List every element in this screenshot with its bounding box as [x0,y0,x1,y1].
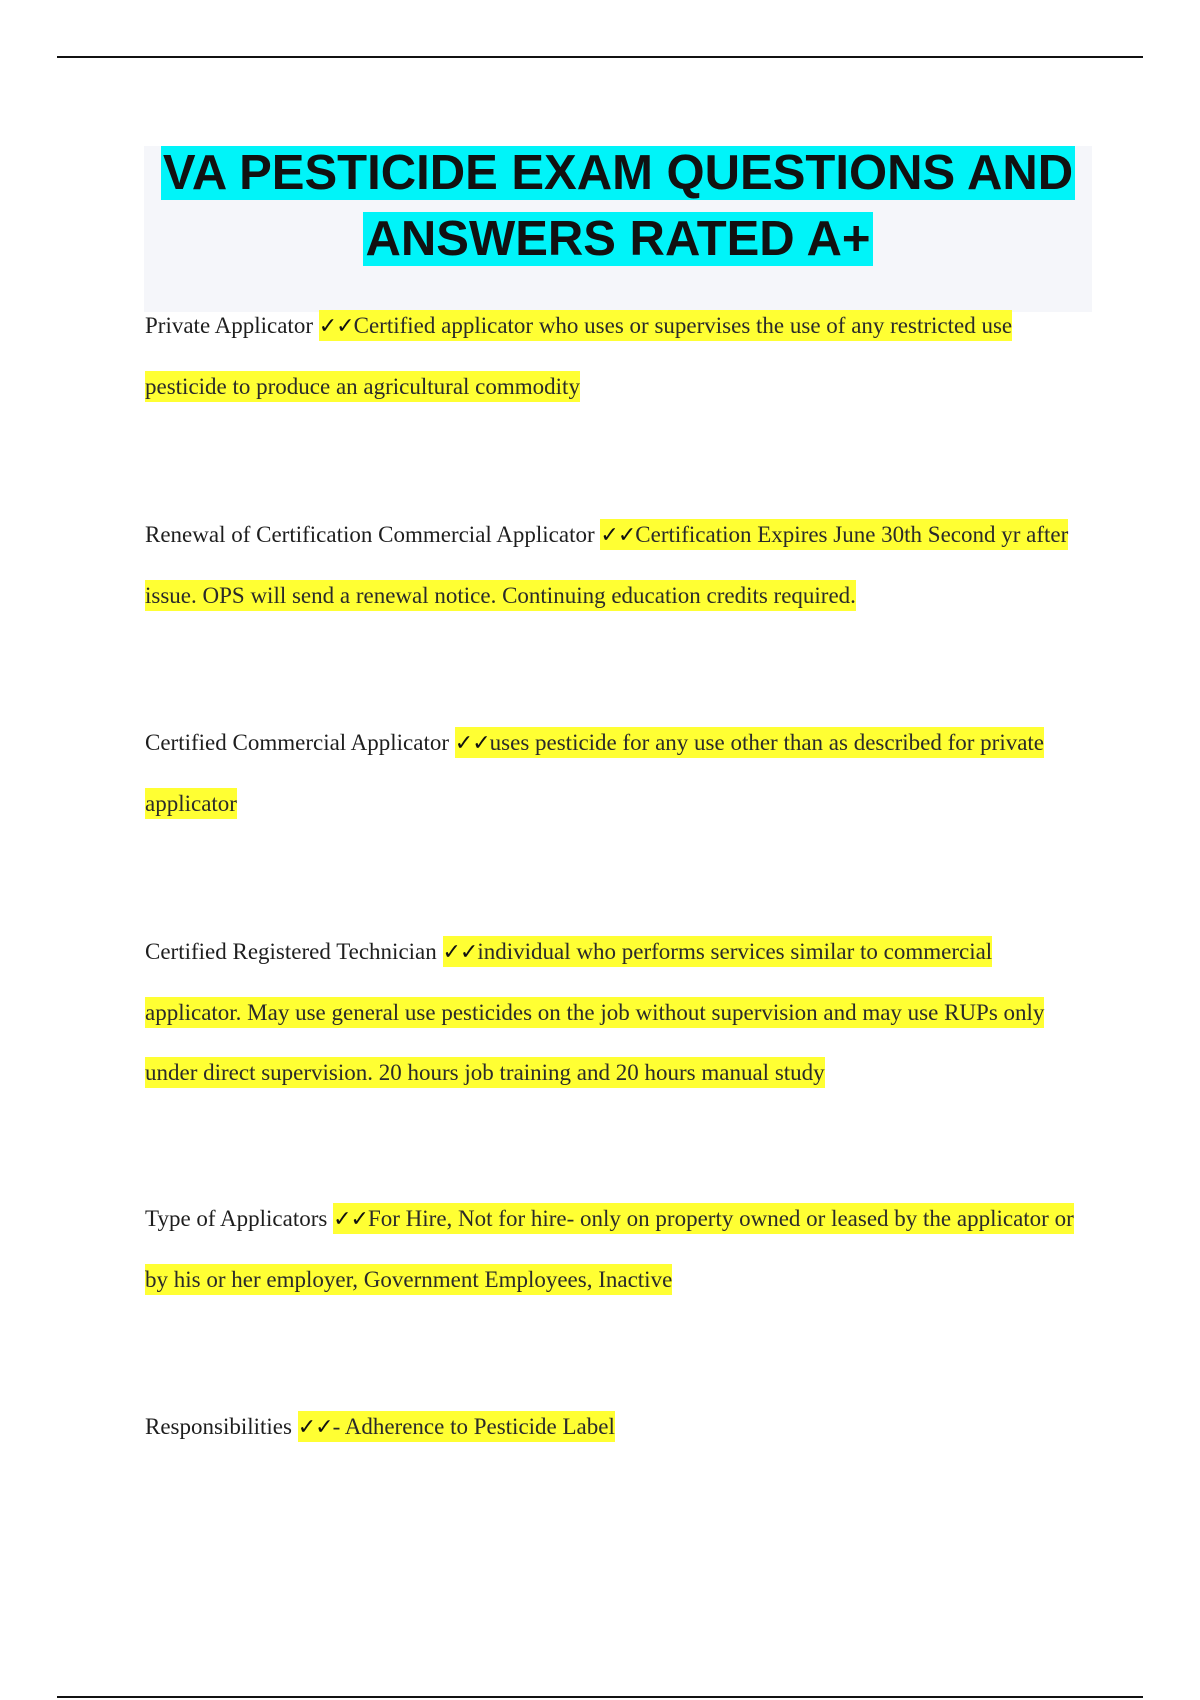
term: Type of Applicators [145,1206,328,1231]
qa-item-certified-commercial-applicator [145,713,1080,834]
qa-item-private-applicator [145,296,1080,417]
answer-highlight [298,1411,615,1442]
header-rule [57,56,1143,58]
term: Responsibilities [145,1414,292,1439]
page-title: VA PESTICIDE EXAM QUESTIONS AND ANSWERS RATED A+ [162,146,1074,266]
answer-text: uses pesticide for any use other than as described for private applicator [145,730,1045,816]
double-check-icon: ✓✓ [297,1415,333,1440]
title-block [144,146,1092,312]
double-check-icon: ✓✓ [333,1207,368,1232]
term: Certified Commercial Applicator [145,730,450,755]
answer-text: For Hire, Not for hire- only on property owned or leased by the applicator or by his or her employer, Government Employees, Inactive [145,1206,1074,1292]
term: Certified Registered Technician [145,939,437,964]
qa-item-responsibilities [145,1397,1080,1458]
footer-rule [57,1696,1143,1698]
term: Renewal of Certification Commercial Applicator [145,522,595,547]
double-check-icon: ✓✓ [318,314,354,339]
qa-item-renewal-of-certification [145,505,1080,626]
answer-text: - Adherence to Pesticide Label [332,1414,615,1439]
qa-item-type-of-applicators [145,1189,1080,1310]
term: Private Applicator [145,313,313,338]
double-check-icon: ✓✓ [454,731,490,756]
qa-item-certified-registered-technician [145,922,1080,1103]
answer-text: Certification Expires June 30th Second yr after issue. OPS will send a renewal notice. Continuing education credits required. [145,522,1069,608]
double-check-icon: ✓✓ [600,523,636,548]
answer-text: individual who performs services similar to commercial applicator. May use general use pesticides on the job without supervision and may use RUPs only under direct supervision. 20 hours job training and 20 hours manual study [145,939,1045,1085]
double-check-icon: ✓✓ [442,940,478,965]
answer-text: Certified applicator who uses or supervises the use of any restricted use pesticide to produce an agricultural commodity [145,313,1013,399]
